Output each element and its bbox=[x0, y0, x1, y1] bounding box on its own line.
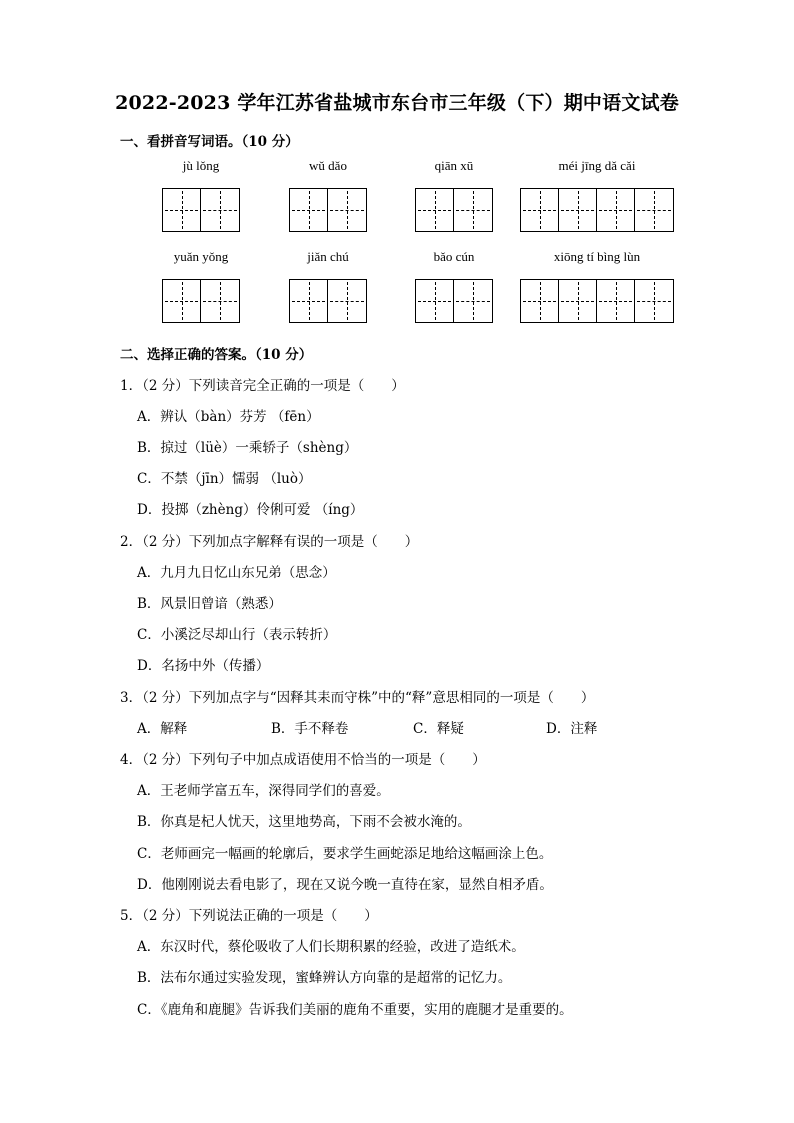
tianzige-cell[interactable] bbox=[597, 280, 635, 322]
question-5-stem: 5．（2 分）下列说法正确的一项是（ ） bbox=[120, 908, 378, 924]
writing-grid[interactable] bbox=[415, 279, 493, 323]
option-d[interactable]: D．投掷（zhèng）伶俐可爱 （íng） bbox=[137, 502, 364, 518]
tianzige-cell[interactable] bbox=[521, 280, 559, 322]
section-1-heading: 一、看拼音写词语。（10 分） bbox=[120, 134, 299, 150]
option-b[interactable]: B．手不释卷 bbox=[271, 721, 349, 737]
tianzige-cell[interactable] bbox=[597, 189, 635, 231]
question-3-stem: 3．（2 分）下列加点字与“因释其耒而守株”中的“释”意思相同的一项是（ ） bbox=[120, 690, 595, 706]
tianzige-cell[interactable] bbox=[559, 189, 597, 231]
page-title: 2022-2023 学年江苏省盐城市东台市三年级（下）期中语文试卷 bbox=[115, 92, 679, 114]
option-a[interactable]: A．辨认（bàn）芬芳 （fēn） bbox=[137, 409, 320, 425]
option-a[interactable]: A．王老师学富五车，深得同学们的喜爱。 bbox=[137, 783, 390, 799]
pinyin-label: bǎo cún bbox=[433, 249, 475, 264]
writing-grid[interactable] bbox=[162, 279, 240, 323]
pinyin-label: jiǎn chú bbox=[307, 249, 349, 264]
pinyin-label: yuǎn yǒng bbox=[173, 249, 229, 264]
option-a[interactable]: A．解释 bbox=[137, 721, 188, 737]
pinyin-label: wǔ dǎo bbox=[309, 158, 347, 173]
tianzige-cell[interactable] bbox=[201, 189, 239, 231]
tianzige-cell[interactable] bbox=[290, 280, 328, 322]
tianzige-cell[interactable] bbox=[328, 280, 366, 322]
tianzige-cell[interactable] bbox=[521, 189, 559, 231]
question-4-stem: 4．（2 分）下列句子中加点成语使用不恰当的一项是（ ） bbox=[120, 752, 486, 768]
writing-grid[interactable] bbox=[162, 188, 240, 232]
question-2-stem: 2．（2 分）下列加点字解释有误的一项是（ ） bbox=[120, 534, 419, 550]
writing-grid[interactable] bbox=[520, 279, 674, 323]
tianzige-cell[interactable] bbox=[163, 280, 201, 322]
pinyin-label: jù lǒng bbox=[182, 158, 220, 173]
writing-grid[interactable] bbox=[520, 188, 674, 232]
option-c[interactable]: C．小溪泛尽却山行（表示转折） bbox=[137, 627, 337, 643]
tianzige-cell[interactable] bbox=[454, 189, 492, 231]
writing-grid[interactable] bbox=[289, 188, 367, 232]
tianzige-cell[interactable] bbox=[416, 280, 454, 322]
writing-grid[interactable] bbox=[289, 279, 367, 323]
tianzige-cell[interactable] bbox=[201, 280, 239, 322]
tianzige-cell[interactable] bbox=[559, 280, 597, 322]
tianzige-cell[interactable] bbox=[290, 189, 328, 231]
option-d[interactable]: D．名扬中外（传播） bbox=[137, 658, 270, 674]
option-c[interactable]: C．《鹿角和鹿腿》告诉我们美丽的鹿角不重要，实用的鹿腿才是重要的。 bbox=[137, 1002, 573, 1018]
option-b[interactable]: B．法布尔通过实验发现，蜜蜂辨认方向靠的是超常的记忆力。 bbox=[137, 970, 512, 986]
tianzige-cell[interactable] bbox=[163, 189, 201, 231]
option-d[interactable]: D．注释 bbox=[546, 721, 598, 737]
option-b[interactable]: B．掠过（lüè）一乘轿子（shèng） bbox=[137, 440, 358, 456]
option-c[interactable]: C．不禁（jīn）懦弱 （luò） bbox=[137, 471, 312, 487]
tianzige-cell[interactable] bbox=[635, 189, 673, 231]
question-1-stem: 1．（2 分）下列读音完全正确的一项是（ ） bbox=[120, 378, 405, 394]
pinyin-label: qiān xū bbox=[434, 158, 474, 173]
option-c[interactable]: C．老师画完一幅画的轮廓后，要求学生画蛇添足地给这幅画涂上色。 bbox=[137, 846, 553, 862]
tianzige-cell[interactable] bbox=[635, 280, 673, 322]
tianzige-cell[interactable] bbox=[454, 280, 492, 322]
option-a[interactable]: A．九月九日忆山东兄弟（思念） bbox=[137, 565, 336, 581]
option-c[interactable]: C．释疑 bbox=[413, 721, 464, 737]
tianzige-cell[interactable] bbox=[328, 189, 366, 231]
option-b[interactable]: B．你真是杞人忧天，这里地势高，下雨不会被水淹的。 bbox=[137, 814, 471, 830]
option-d[interactable]: D．他刚刚说去看电影了，现在又说今晚一直待在家，显然自相矛盾。 bbox=[137, 877, 553, 893]
section-2-heading: 二、选择正确的答案。（10 分） bbox=[120, 347, 313, 363]
tianzige-cell[interactable] bbox=[416, 189, 454, 231]
pinyin-label: xiōng tí bìng lùn bbox=[553, 249, 641, 264]
writing-grid[interactable] bbox=[415, 188, 493, 232]
option-b[interactable]: B．风景旧曾谙（熟悉） bbox=[137, 596, 282, 612]
option-a[interactable]: A．东汉时代，蔡伦吸收了人们长期积累的经验，改进了造纸术。 bbox=[137, 939, 525, 955]
pinyin-label: méi jīng dǎ cǎi bbox=[558, 158, 636, 173]
